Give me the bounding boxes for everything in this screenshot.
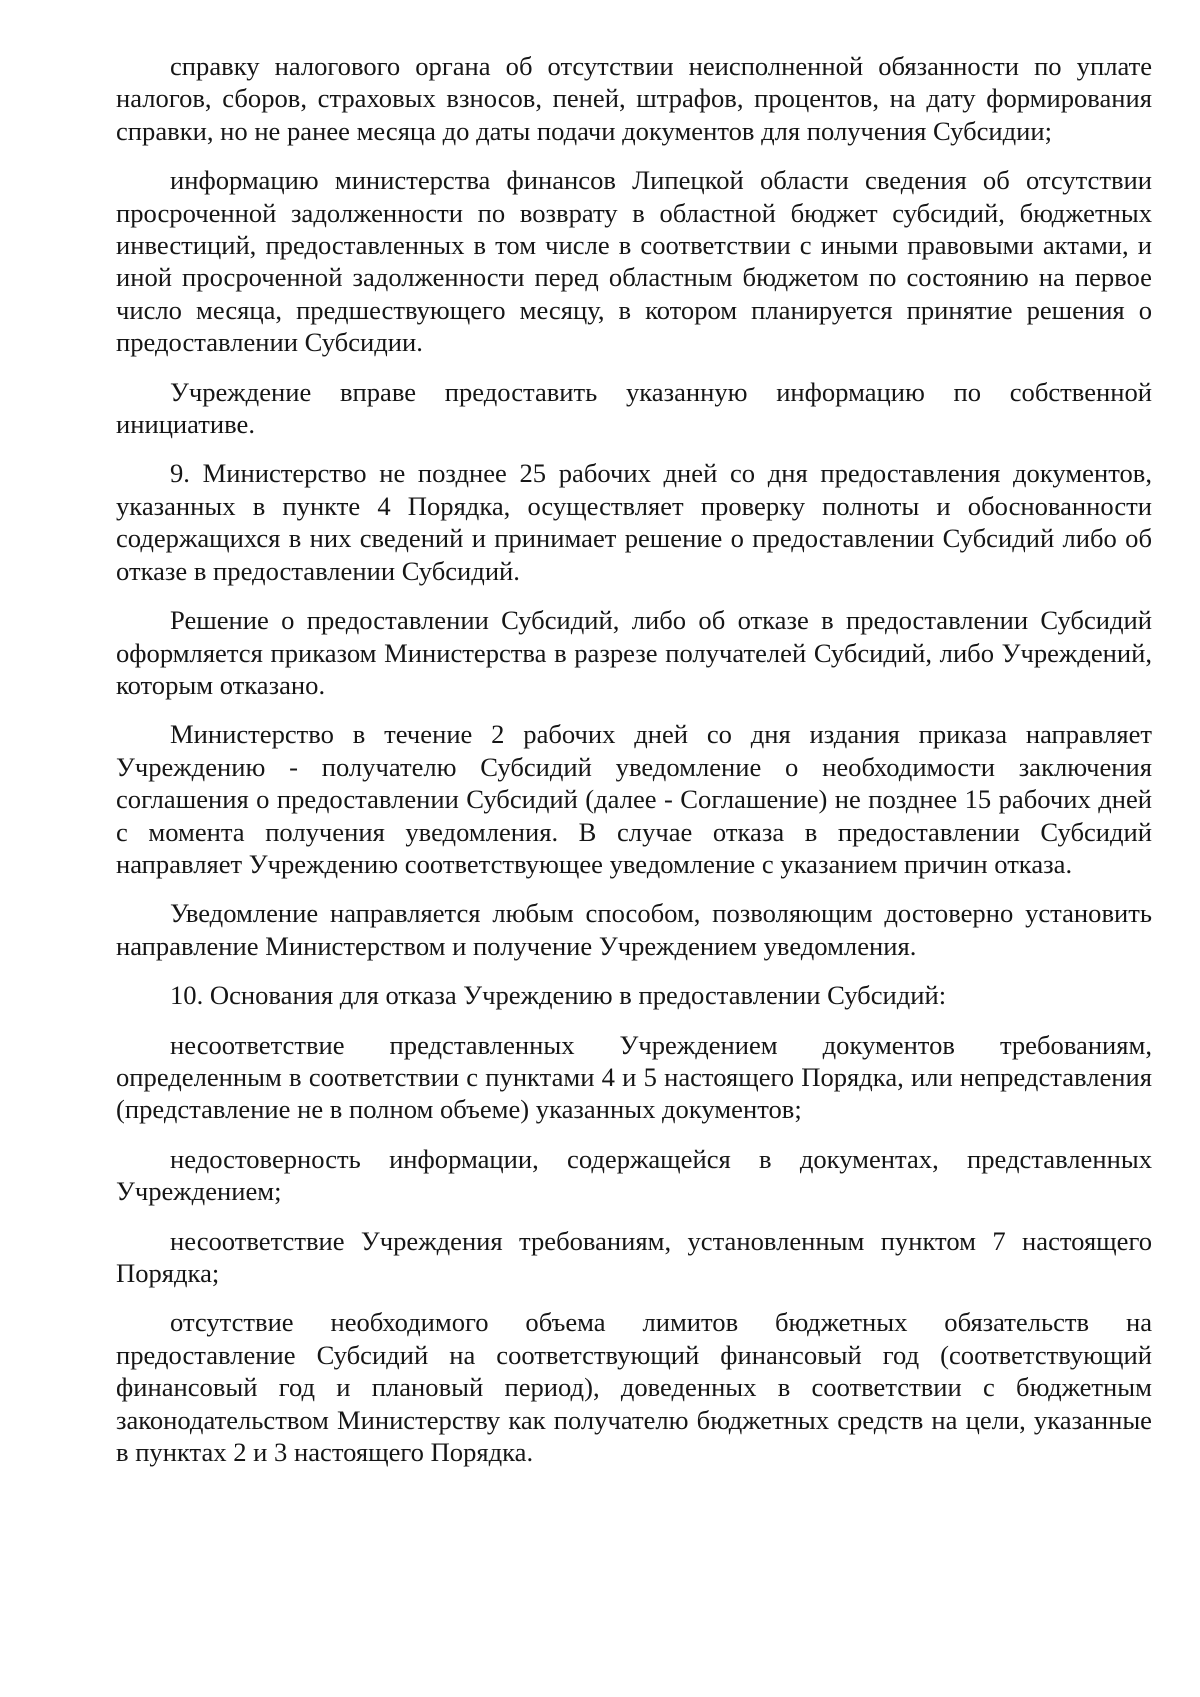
paragraph-tax-certificate: справку налогового органа об отсутствии неисполненной обязанности по уплате налогов, сборов, страховых взносов, пеней, штрафов, процентов, на дату формирования справки, но не ранее месяца до даты подачи документов для получения Субсидии; <box>116 51 1152 146</box>
paragraph-refusal-reason-requirements: несоответствие Учреждения требованиям, установленным пунктом 7 настоящего Порядка; <box>116 1225 1152 1288</box>
paragraph-finance-ministry-info: информацию министерства финансов Липецкой области сведения об отсутствии просроченной задолженности по возврату в областной бюджет субсидий, бюджетных инвестиций, предоставленных в том числе в соответствии с иными правовыми актами, и иной просроченной задолженности перед областным бюджетом по состоянию на первое число месяца, предшествующего месяцу, в котором планируется принятие решения о предоставлении Субсидии. <box>116 165 1152 358</box>
paragraph-own-initiative: Учреждение вправе предоставить указанную информацию по собственной инициативе. <box>116 376 1152 440</box>
paragraph-notification: Министерство в течение 2 рабочих дней со дня издания приказа направляет Учреждению - получателю Субсидий уведомление о необходимости заключения соглашения о предоставлении Субсидий (далее - Соглашение) не позднее 15 рабочих дней с момента получения уведомления. В случае отказа в предоставлении Субсидий направляет Учреждению соответствующее уведомление с указанием причин отказа. <box>116 719 1152 879</box>
paragraph-refusal-reason-unreliable: недостоверность информации, содержащейся в документах, представленных Учреждением; <box>116 1143 1152 1207</box>
paragraph-notification-method: Уведомление направляется любым способом, позволяющим достоверно установить направление Министерством и получение Учреждением уведомления. <box>116 898 1152 961</box>
paragraph-refusal-reason-limits: отсутствие необходимого объема лимитов бюджетных обязательств на предоставление Субсидий на соответствующий финансовый год (соответствующий финансовый год и плановый период), доведенных в соответствии с бюджетным законодательством Министерству как получателю бюджетных средств на цели, указанные в пунктах 2 и 3 настоящего Порядка. <box>116 1307 1152 1468</box>
document-page <box>116 50 1152 1485</box>
paragraph-item-10: 10. Основания для отказа Учреждению в предоставлении Субсидий: <box>170 980 947 1011</box>
paragraph-decision-order: Решение о предоставлении Субсидий, либо об отказе в предоставлении Субсидий оформляется приказом Министерства в разрезе получателей Субсидий, либо Учреждений, которым отказано. <box>116 605 1152 700</box>
paragraph-refusal-reason-documents: несоответствие представленных Учреждением документов требованиям, определенным в соответствии с пунктами 4 и 5 настоящего Порядка, или непредставления (представление не в полном объеме) указанных документов; <box>116 1029 1152 1125</box>
paragraph-item-9: 9. Министерство не позднее 25 рабочих дней со дня предоставления документов, указанных в пункте 4 Порядка, осуществляет проверку полноты и обоснованности содержащихся в них сведений и принимает решение о предоставлении Субсидий либо об отказе в предоставлении Субсидий. <box>116 458 1152 586</box>
